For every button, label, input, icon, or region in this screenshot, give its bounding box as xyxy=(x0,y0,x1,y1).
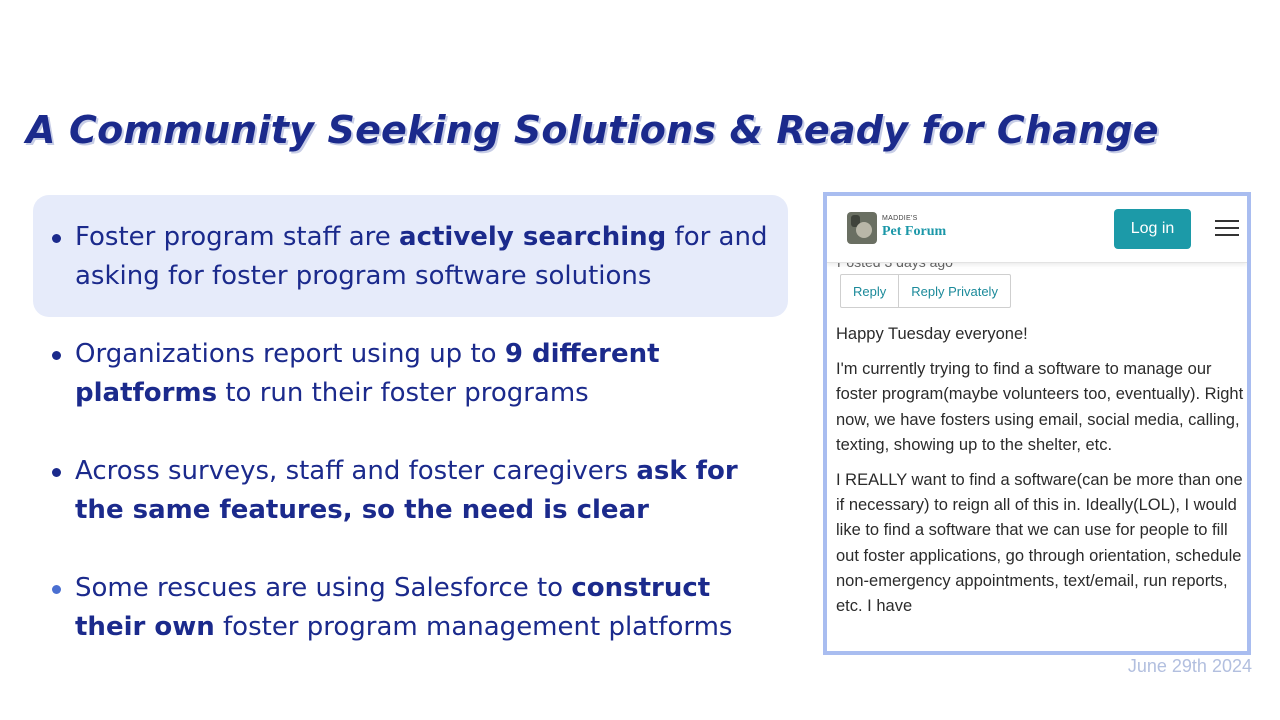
bullet-item xyxy=(52,218,787,296)
pet-forum-logo-icon[interactable] xyxy=(847,212,877,244)
post-paragraph: Happy Tuesday everyone! xyxy=(836,325,1028,343)
login-button[interactable]: Log in xyxy=(1114,209,1191,249)
bullet-text: for and asking for foster program software solutions xyxy=(75,222,768,291)
bullet-bold-text: ask for the same features, so the need is clear xyxy=(75,456,738,525)
forum-header xyxy=(827,196,1247,263)
bullet-bold-text: actively searching xyxy=(399,222,667,252)
bullet-text: foster program management platforms xyxy=(214,612,733,642)
reply-button-group xyxy=(840,274,1011,308)
bullet-dot-icon xyxy=(52,468,61,477)
bullet-bold-text: 9 different platforms xyxy=(75,339,660,408)
post-paragraph: I REALLY want to find a software(can be more than one if necessary) to reign all of this in. Ideally(LOL), I would like to find a software that we can use for people to fill out foster applications, go through orientation, schedule non-emergency appointments, text/email, run reports, etc. I have xyxy=(836,471,1243,616)
bullet-item xyxy=(52,335,787,413)
slide-title: A Community Seeking Solutions & Ready for Change xyxy=(26,108,1159,152)
bullet-dot-icon xyxy=(52,351,61,360)
bullet-item xyxy=(52,452,787,530)
bullet-item xyxy=(52,569,787,647)
bullet-text: Foster program staff are xyxy=(75,222,400,252)
post-body xyxy=(836,322,1250,629)
bullet-text: Some rescues are using Salesforce to xyxy=(75,573,572,603)
menu-icon[interactable] xyxy=(1215,220,1239,238)
post-paragraph: I'm currently trying to find a software to manage our foster program(maybe volunteers too, eventually). Right now, we have fosters using email, social media, calling, texting, showing up to the shelter, etc. xyxy=(836,360,1244,454)
bullet-dot-icon xyxy=(52,585,61,594)
bullet-text: to run their foster programs xyxy=(217,378,589,408)
logo-title[interactable]: Pet Forum xyxy=(882,224,947,239)
logo-subtitle: MADDIE'S xyxy=(882,215,918,222)
bullet-text: Organizations report using up to xyxy=(75,339,505,369)
reply-button[interactable]: Reply xyxy=(853,283,887,299)
slide-date: June 29th 2024 xyxy=(1127,656,1252,676)
reply-privately-button[interactable]: Reply Privately xyxy=(898,275,1010,307)
bullet-bold-text: construct their own xyxy=(75,573,711,642)
bullet-dot-icon xyxy=(52,234,61,243)
bullet-text: Across surveys, staff and foster caregivers xyxy=(75,456,637,486)
forum-screenshot xyxy=(823,192,1251,655)
